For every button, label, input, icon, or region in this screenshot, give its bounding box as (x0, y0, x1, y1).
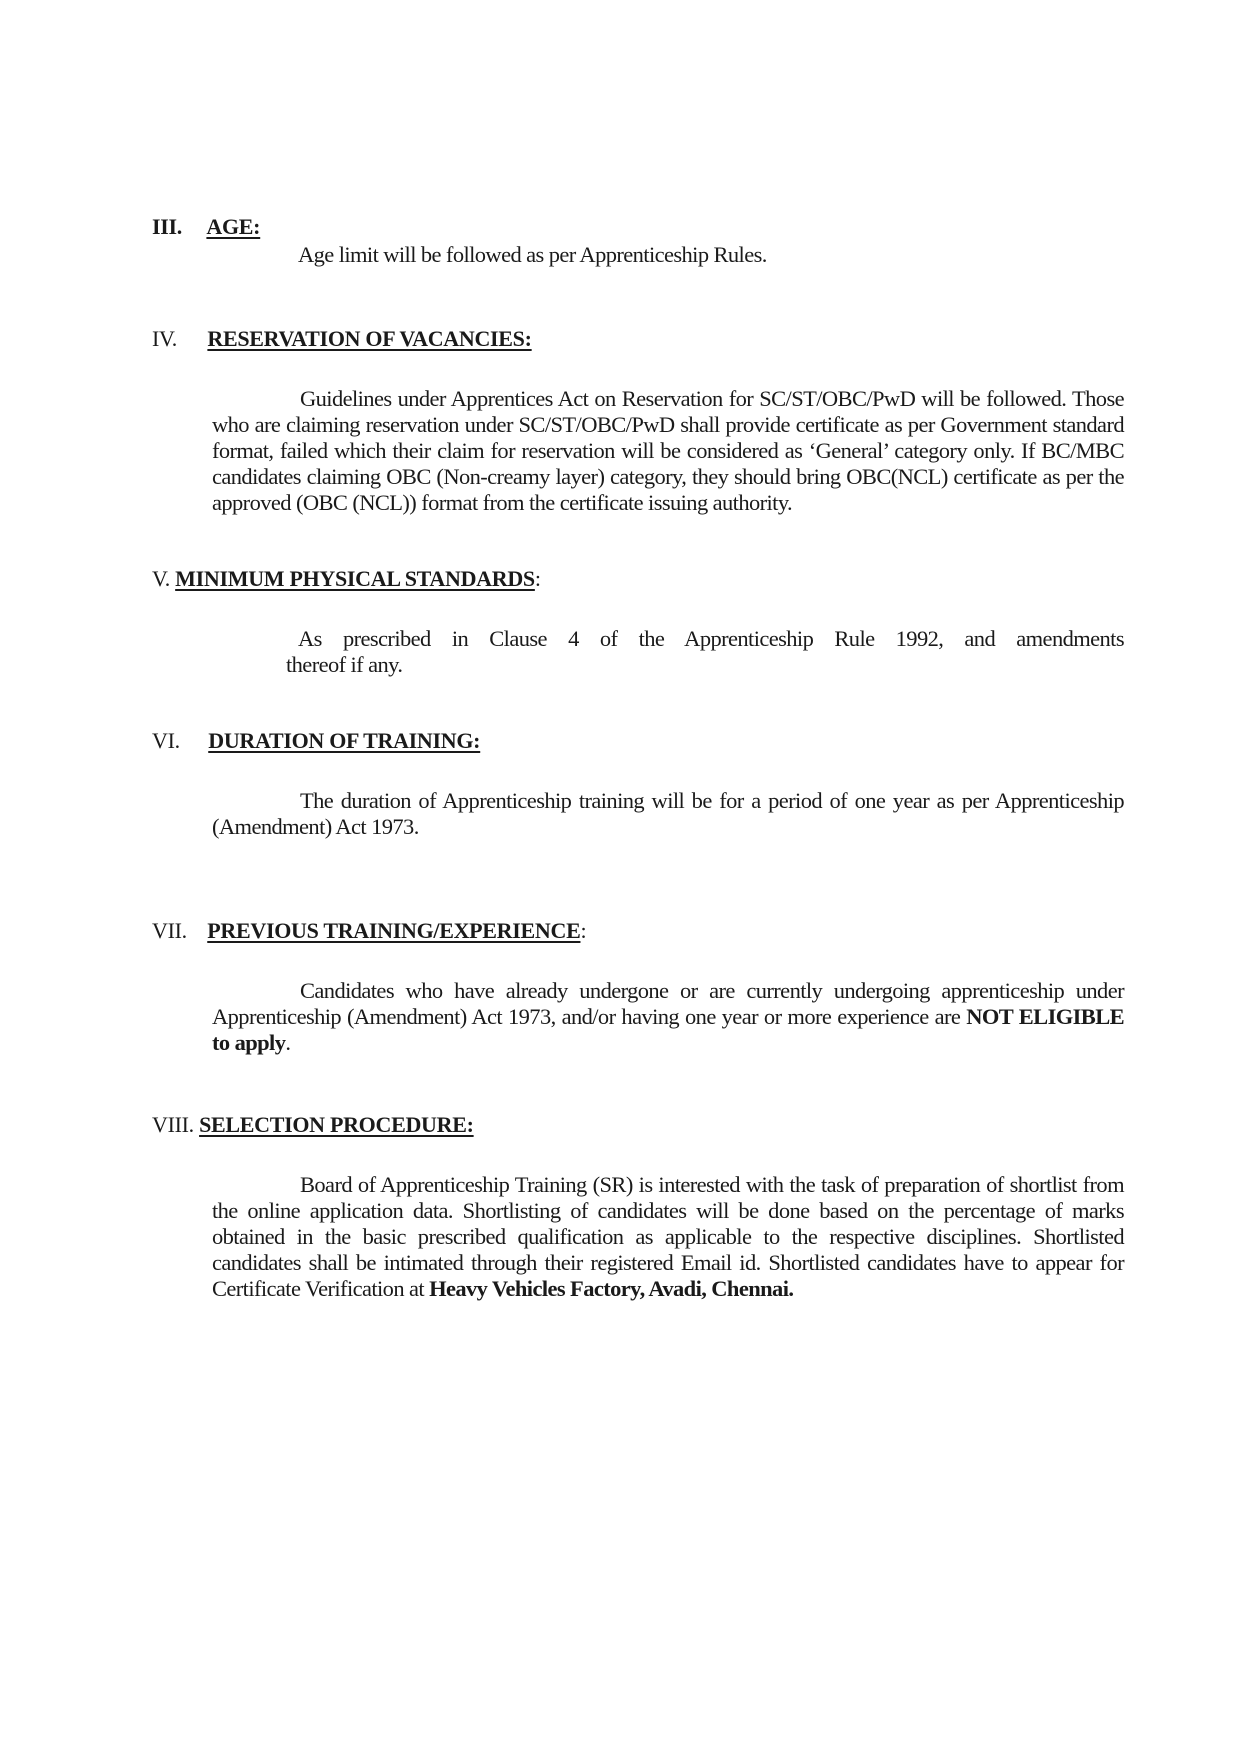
section-title: SELECTION PROCEDURE: (199, 1112, 474, 1137)
section-paragraph (212, 386, 1124, 516)
section-heading (152, 918, 586, 944)
section-number: VIII. (152, 1112, 194, 1137)
section-paragraph (212, 1172, 1124, 1302)
title-suffix: : (534, 566, 541, 591)
section-paragraph-line2: thereof if any. (286, 652, 403, 677)
paragraph-bold-text: NOT ELIGIBLE to apply (212, 1004, 1125, 1055)
paragraph-text: Board of Apprenticeship Training (SR) is interested with the task of preparation of shortlist from the online application data. Shortlisting of candidates will be done based on the percentage of marks obtained in the basic prescribed qualification as applicable to the respective disciplines. Shortlisted candidates shall be intimated through their registered Email id. Shortlisted candidates have to appear for Certificate Verification at (212, 1172, 1124, 1301)
section-title: DURATION OF TRAINING: (208, 728, 481, 753)
section-paragraph-line1: As prescribed in Clause 4 of the Apprenticeship Rule 1992, and amendments (298, 626, 1124, 651)
paragraph-text: Candidates who have already undergone or are currently undergoing apprenticeship under Apprenticeship (Amendment) Act 1973, and/or having one year or more experience are (212, 978, 1124, 1029)
section-title: RESERVATION OF VACANCIES: (207, 326, 532, 351)
section-paragraph (212, 788, 1124, 840)
paragraph-text: Guidelines under Apprentices Act on Reservation for SC/ST/OBC/PwD will be followed. Those who are claiming reservation under SC/ST/OBC/PwD shall provide certificate as per Government standard format, failed which their claim for reservation will be considered as ‘General’ category only. If BC/MBC candidates claiming OBC (Non-creamy layer) category, they should bring OBC(NCL) certificate as per the approved (OBC (NCL)) format from the certificate issuing authority. (212, 386, 1124, 515)
section-heading (152, 566, 541, 592)
section-heading (152, 326, 532, 352)
section-title: MINIMUM PHYSICAL STANDARDS (175, 566, 535, 591)
section-paragraph: Age limit will be followed as per Apprenticeship Rules. (298, 242, 767, 267)
section-number: V. (152, 566, 170, 591)
paragraph-bold-text: Heavy Vehicles Factory, Avadi, Chennai. (429, 1276, 794, 1301)
section-number: VI. (152, 728, 180, 753)
section-heading (152, 214, 260, 240)
paragraph-text: The duration of Apprenticeship training will be for a period of one year as per Apprenticeship (Amendment) Act 1973. (212, 788, 1124, 839)
section-number: VII. (152, 918, 187, 943)
section-heading (152, 1112, 474, 1138)
section-title: PREVIOUS TRAINING/EXPERIENCE (207, 918, 581, 943)
section-title: AGE: (206, 214, 261, 239)
section-paragraph (212, 978, 1124, 1056)
title-suffix: : (580, 918, 587, 943)
paragraph-end: . (285, 1030, 291, 1055)
section-number: III. (152, 214, 182, 239)
section-heading (152, 728, 480, 754)
section-number: IV. (152, 326, 177, 351)
